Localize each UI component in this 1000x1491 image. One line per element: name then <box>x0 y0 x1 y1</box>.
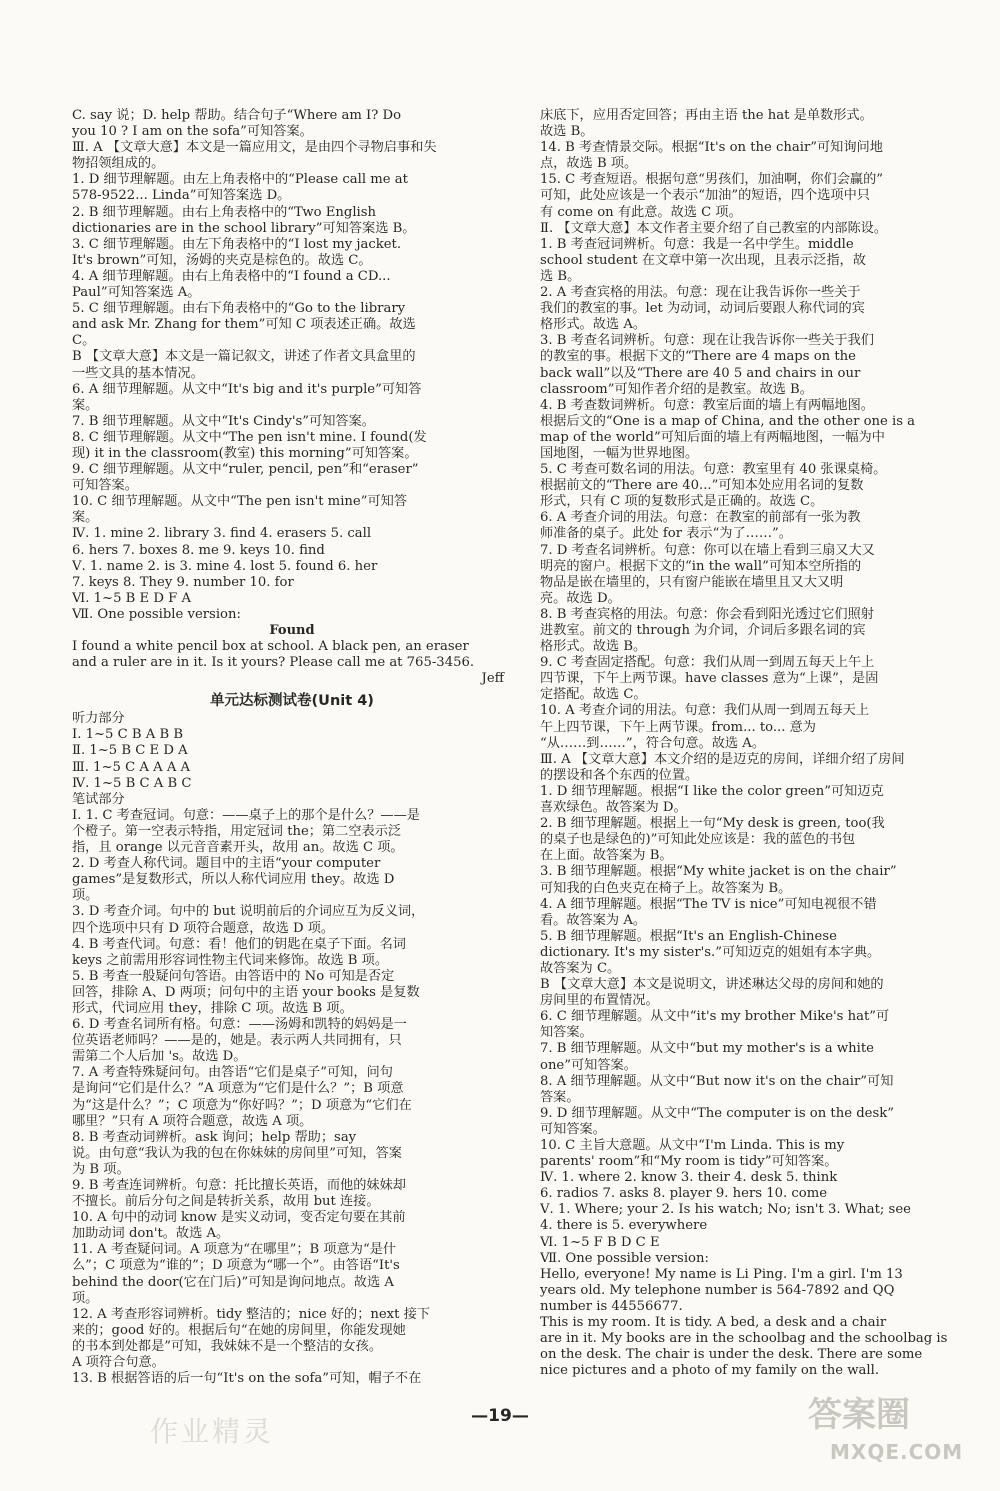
text-line: 知答案。 <box>540 1025 593 1041</box>
text-line: 个橙子。第一空表示特指，用定冠词 the；第二空表示泛 <box>72 823 402 839</box>
text-line: 6. C 细节理解题。从文中“it's my brother Mike's hat”可 <box>540 1009 890 1025</box>
text-line: 的教室的事。根据下文的“There are 4 maps on the <box>540 349 856 365</box>
text-line: 3. C 细节理解题。由左下角表格中的“I lost my jacket. <box>72 236 402 252</box>
text-line: 是询问“它们是什么？”A 项意为“它们是什么？”；B 项意 <box>72 1081 404 1097</box>
text-line: Ⅵ. 1~5 F B D C E <box>540 1234 660 1250</box>
text-line: school student 在文章中第一次出现，且表示泛指，故 <box>540 252 866 268</box>
text-line: 9. B 考查连词辨析。句意：托比擅长英语，而他的妹妹却 <box>72 1178 406 1193</box>
text-line: you 10 ? I am on the sofa”可知答案。 <box>72 124 313 140</box>
text-line: 故选 B。 <box>540 124 594 140</box>
text-line: 进教室。前文的 through 为介词，介词后多跟名词的宾 <box>540 623 866 638</box>
text-line: 10. A 句中的动词 know 是实义动词，变否定句要在其前 <box>72 1210 406 1226</box>
answer-block-unit4 <box>72 711 512 1387</box>
text-line: 为 B 项。 <box>72 1161 130 1177</box>
text-line: Ⅳ. 1~5 B C A B C <box>72 775 192 791</box>
text-line: 午上四节课，下午上两节课。from... to... 意为 <box>540 719 816 735</box>
text-line: 4. A 细节理解题。根据“The TV is nice”可知电视很不错 <box>540 896 877 912</box>
text-line: Ⅳ. 1. where 2. know 3. their 4. desk 5. think <box>540 1170 838 1186</box>
text-line: 6. radios 7. asks 8. player 9. hers 10. come <box>540 1186 828 1202</box>
text-line: 定搭配。故选 C。 <box>540 687 647 703</box>
text-line: 8. B 考查动词辨析。ask 询问；help 帮助；say <box>72 1129 357 1145</box>
text-line: classroom”可知作者介绍的是教室。故选 B。 <box>540 381 813 397</box>
text-line: 可知答案。 <box>540 1121 606 1137</box>
text-line: 10. A 考查介词的用法。句意：我们从周一到周五每天上 <box>540 703 870 719</box>
text-line: Paul”可知答案选 A。 <box>72 285 201 301</box>
watermark-left: 作业精灵 <box>150 1415 275 1448</box>
text-line: 6. A 细节理解题。从文中“It's big and it's purple”可知答 <box>72 381 422 397</box>
text-line: Ⅰ. 1. C 考查冠词。句意：——桌子上的那个是什么？——是 <box>72 807 420 823</box>
text-line: 578-9522... Linda”可知答案选 D。 <box>72 188 291 204</box>
text-line: 8. C 细节理解题。从文中“The pen isn't mine. I found(发 <box>72 429 427 445</box>
text-line: This is my room. It is tidy. A bed, a desk and a chair <box>540 1315 887 1331</box>
text-line: 案。 <box>72 510 99 526</box>
text-line: 15. C 考查短语。根据句意“男孩们，加油啊，你们会赢的” <box>540 172 884 188</box>
text-line: 7. B 细节理解题。从文中“It's Cindy's”可知答案。 <box>72 413 375 429</box>
text-line: 不擅长。前后分句之间是转折关系，故用 but 连接。 <box>72 1194 380 1210</box>
text-line: Ⅱ. 【文章大意】本文作者主要介绍了自己教室的内部陈设。 <box>540 220 888 236</box>
watermark-logo <box>808 1395 983 1464</box>
essay-title: Found <box>269 623 315 638</box>
text-line: nice pictures and a photo of my family on the wall. <box>540 1363 880 1379</box>
text-line: keys 之前需用形容词性物主代词来修饰。故选 B 项。 <box>72 952 389 968</box>
text-line: 一些文具的基本情况。 <box>72 365 204 381</box>
text-line: and ask Mr. Zhang for them”可知 C 项表述正确。故选 <box>72 317 416 333</box>
right-column <box>540 108 980 1379</box>
text-line: 案。 <box>72 397 99 413</box>
text-line: 4. there is 5. everywhere <box>540 1218 708 1234</box>
text-line: 在上面。故答案为 B。 <box>540 848 673 864</box>
answer-block-unit4-continued <box>540 108 980 1379</box>
text-line: and a ruler are in it. Is it yours? Please call me at 765-3456. <box>72 655 475 671</box>
text-line: 9. C 细节理解题。从文中“ruler, pencil, pen”和“eraser” <box>72 462 419 478</box>
text-line: “从……到……”，符合句意。故选 A。 <box>540 735 766 751</box>
text-line: 13. B 根据答语的后一句“It's on the sofa”可知，帽子不在 <box>72 1371 422 1387</box>
text-line: 答案。 <box>540 1089 580 1105</box>
text-line: 7. D 考查名词辨析。句意：你可以在墙上看到三扇又大又 <box>540 542 875 558</box>
text-line: 4. B 考查数词辨析。句意：教室后面的墙上有两幅地图。 <box>540 397 874 413</box>
text-line: years old. My telephone number is 564-7892 and QQ <box>540 1282 895 1298</box>
left-column <box>72 108 512 1387</box>
text-line: 看。故答案为 A。 <box>540 912 647 928</box>
watermark-url: MXQE.COM <box>830 1440 964 1464</box>
text-line: 需第二个人后加 's。故选 D。 <box>72 1049 247 1065</box>
watermark-logo-text: 答案圈 <box>808 1395 910 1435</box>
text-line: 物招领组成的。 <box>72 156 165 172</box>
text-line: 1. D 细节理解题。根据“I like the color green”可知迈克 <box>540 783 884 799</box>
text-line: 点，故选 B 项。 <box>540 156 638 172</box>
essay-signature: Jeff <box>481 671 504 687</box>
text-line: 11. A 考查疑问词。A 项意为“在哪里”；B 项意为“是什 <box>72 1242 397 1258</box>
text-line: 1. D 细节理解题。由左上角表格中的“Please call me at <box>72 172 408 188</box>
text-line: 2. A 考查宾格的用法。句意：现在让我告诉你一些关于 <box>540 285 861 301</box>
text-line: 可知答案。 <box>72 478 138 494</box>
text-line: 形式，代词应用 they，排除 C 项。故选 B 项。 <box>72 1000 353 1016</box>
text-line: 亮。故选 D。 <box>540 590 621 606</box>
text-line: 根据前文的“There are 40...”可知本处应用名词的复数 <box>540 478 864 494</box>
text-line: 可知，此处应该是一个表示“加油”的短语，四个选项中只 <box>540 188 870 204</box>
text-line: 8. A 细节理解题。从文中“But now it's on the chair”可知 <box>540 1073 894 1089</box>
text-line: 5. B 考查一般疑问句答语。由答语中的 No 可知是否定 <box>72 968 395 984</box>
text-line: 格形式。故选 A。 <box>540 317 647 333</box>
text-line: 9. D 细节理解题。从文中“The computer is on the desk” <box>540 1105 894 1121</box>
text-line: 国地图，一幅为世界地图。 <box>540 445 699 461</box>
text-line: 8. B 考查宾格的用法。句意：你会看到阳光透过它们照射 <box>540 606 874 622</box>
text-line: A 项符合句意。 <box>72 1355 165 1371</box>
text-line: are in it. My books are in the schoolbag and the schoolbag is <box>540 1331 948 1347</box>
text-line: 3. B 考查名词辨析。句意：现在让我告诉你一些关于我们 <box>540 333 874 349</box>
text-line: 哪里？”只有 A 项符合题意，故选 A 项。 <box>72 1113 313 1129</box>
text-line: 5. C 考查可数名词的用法。句意：教室里有 40 张课桌椅。 <box>540 462 887 478</box>
text-line: 4. A 细节理解题。由右上角表格中的“I found a CD... <box>72 268 391 284</box>
text-line: 3. D 考查介词。句中的 but 说明前后的介词应互为反义词， <box>72 904 425 920</box>
text-line: 选 B。 <box>540 268 581 284</box>
text-line: It's brown”可知，汤姆的夹克是棕色的。故选 C。 <box>72 252 372 268</box>
text-line: 回答，排除 A、D 两项；问句中的主语 your books 是复数 <box>72 984 420 1000</box>
text-line: 6. A 考查介词的用法。句意：在教室的前部有一张为教 <box>540 510 861 526</box>
text-line: map of the world”可知后面的墙上有两幅地图，一幅为中 <box>540 429 885 445</box>
text-line: 7. A 考查特殊疑问句。由答语“它们是桌子”可知，问句 <box>72 1065 393 1081</box>
text-line: 12. A 考查形容词辨析。tidy 整洁的；nice 好的；next 接下 <box>72 1306 430 1322</box>
text-line: 现) it in the classroom(教室) this morning”可知答案。 <box>72 445 418 461</box>
essay-body <box>72 639 512 671</box>
text-line: 3. B 细节理解题。根据“My white jacket is on the chair” <box>540 864 897 880</box>
text-line: B 【文章大意】本文是一篇记叙文，讲述了作者文具盒里的 <box>72 349 416 365</box>
text-line: Ⅴ. 1. name 2. is 3. mine 4. lost 5. found 6. her <box>72 558 378 574</box>
text-line: 4. B 考查代词。句意：看！他们的钥匙在桌子下面。名词 <box>72 936 406 952</box>
text-line: Ⅶ. One possible version: <box>72 606 241 622</box>
text-line: 5. B 细节理解题。根据“It's an English-Chinese <box>540 928 837 944</box>
text-line: 的摆设和各个东西的位置。 <box>540 767 699 783</box>
text-line: 9. C 考查固定搭配。句意：我们从周一到周五每天上午上 <box>540 655 875 671</box>
text-line: 指，且 orange 以元音音素开头，故用 an。故选 C 项。 <box>72 840 404 856</box>
text-line: B 【文章大意】本文是说明文，讲述琳达父母的房间和她的 <box>540 977 884 993</box>
text-line: 有 come on 有此意。故选 C 项。 <box>540 204 742 220</box>
text-line: 听力部分 <box>72 711 125 727</box>
text-line: C. say 说；D. help 帮助。结合句子“Where am I? Do <box>72 108 402 123</box>
text-line: 2. D 考查人称代词。题目中的主语“your computer <box>72 856 381 872</box>
text-line: 根据后文的“One is a map of China, and the other one is a <box>540 413 916 429</box>
text-line: Ⅴ. 1. Where; your 2. Is his watch; No; isn't 3. What; see <box>540 1202 911 1218</box>
text-line: 项。 <box>72 1290 99 1306</box>
text-line: 7. keys 8. They 9. number 10. for <box>72 574 294 590</box>
text-line: back wall”以及“There are 40 5 and chairs in our <box>540 365 861 381</box>
text-line: 我们的教室的事。let 为动词，动词后要跟人称代词的宾 <box>540 301 865 317</box>
text-line: 么”；C 项意为“谁的”；D 项意为“哪一个”。由答语“It's <box>72 1258 400 1274</box>
text-line: 6. hers 7. boxes 8. me 9. keys 10. find <box>72 542 325 558</box>
text-line: 5. C 细节理解题。由右下角表格中的“Go to the library <box>72 301 406 317</box>
text-line: 四节课，下午上两节课。have classes 意为“上课”，是固 <box>540 671 879 687</box>
text-line: 故答案为 C。 <box>540 960 621 976</box>
text-line: behind the door(它在门后)”可知是询问地点。故选 A <box>72 1274 394 1290</box>
text-line: 项。 <box>72 888 99 904</box>
text-line: 加助动词 don't。故选 A。 <box>72 1226 230 1242</box>
text-line: dictionaries are in the school library”可知答案选 B。 <box>72 220 416 236</box>
text-line: 的书本到处都是”可知，我妹妹不是一个整洁的女孩。 <box>72 1338 383 1354</box>
text-line: on the desk. The chair is under the desk. There are some <box>540 1347 923 1363</box>
text-line: 说。由句意“我认为我的包在你妹妹的房间里”可知，答案 <box>72 1145 402 1161</box>
text-line: number is 44556677. <box>540 1298 683 1314</box>
text-line: 床底下，应用否定回答；再由主语 the hat 是单数形式。 <box>540 108 873 123</box>
text-line: Ⅶ. One possible version: <box>540 1250 709 1266</box>
text-line: 四个选项中只有 D 项符合题意，故选 D 项。 <box>72 920 335 936</box>
text-line: 2. B 细节理解题。由右上角表格中的“Two English <box>72 204 377 220</box>
text-line: 6. D 考查名词所有格。句意：——汤姆和凯特的妈妈是一 <box>72 1017 407 1033</box>
text-line: 可知我的白色夹克在椅子上。故答案为 B。 <box>540 880 792 896</box>
text-line: Ⅵ. 1~5 B E D F A <box>72 590 192 606</box>
text-line: 2. B 细节理解题。根据上一句“My desk is green, too(我 <box>540 816 885 832</box>
text-line: one”可知答案。 <box>540 1057 637 1073</box>
text-line: 的桌子也是绿色的)”可知此处应该是：我的蓝色的书包 <box>540 832 856 848</box>
text-line: 位英语老师吗？——是的，她是。表示两人共同拥有，只 <box>72 1033 402 1049</box>
text-line: 7. B 细节理解题。从文中“but my mother's is a white <box>540 1041 874 1057</box>
text-line: dictionary. It's my sister's.”可知迈克的姐姐有本字典。 <box>540 944 881 960</box>
text-line: 明亮的窗户。根据下文的“in the wall”可知本空所指的 <box>540 558 862 574</box>
text-line: 1. B 考查冠词辨析。句意：我是一名中学生。middle <box>540 236 854 252</box>
text-line: 喜欢绿色。故答案为 D。 <box>540 800 687 816</box>
text-line: 14. B 考查情景交际。根据“It's on the chair”可知询问地 <box>540 140 883 156</box>
text-line: Ⅱ. 1~5 B C E D A <box>72 743 188 759</box>
text-line: 笔试部分 <box>72 791 125 807</box>
text-line: 房间里的布置情况。 <box>540 993 659 1009</box>
text-line: Ⅲ. A 【文章大意】本文介绍的是迈克的房间，详细介绍了房间 <box>540 751 905 767</box>
text-line: 为“这是什么？”；C 项意为“你好吗？”；D 项意为“它们在 <box>72 1097 412 1113</box>
page-number: —19— <box>471 1406 529 1426</box>
text-line: 来的；good 好的。根据后句“在她的房间里，你能发现她 <box>72 1322 406 1338</box>
text-line: Ⅳ. 1. mine 2. library 3. find 4. erasers 5. call <box>72 526 372 542</box>
text-line: Ⅲ. A 【文章大意】本文是一篇应用文，是由四个寻物启事和失 <box>72 140 437 156</box>
text-line: Hello, everyone! My name is Li Ping. I'm a girl. I'm 13 <box>540 1266 903 1282</box>
text-line: parents' room”和“My room is tidy”可知答案。 <box>540 1154 838 1170</box>
text-line: 物品是嵌在墙里的，只有窗户能嵌在墙里且又大又明 <box>540 574 844 590</box>
text-line: 格形式。故选 B。 <box>540 639 647 655</box>
text-line: Ⅲ. 1~5 C A A A A <box>72 759 191 775</box>
text-line: 10. C 主旨大意题。从文中“I'm Linda. This is my <box>540 1138 845 1153</box>
text-line: 形式，只有 C 项的复数形式是正确的。故选 C。 <box>540 494 824 510</box>
text-line: 10. C 细节理解题。从文中“The pen isn't mine”可知答 <box>72 494 408 510</box>
text-line: Ⅰ. 1~5 C B A B B <box>72 727 184 743</box>
text-line: C。 <box>72 333 96 349</box>
text-line: 师准备的桌子。此处 for 表示“为了……”。 <box>540 526 792 542</box>
answer-block-unit3-end <box>72 108 512 623</box>
unit-title: 单元达标测试卷(Unit 4) <box>210 693 374 710</box>
text-line: I found a white pencil box at school. A black pen, an eraser <box>72 639 469 654</box>
text-line: games”是复数形式，所以人称代词应用 they。故选 D <box>72 872 395 888</box>
